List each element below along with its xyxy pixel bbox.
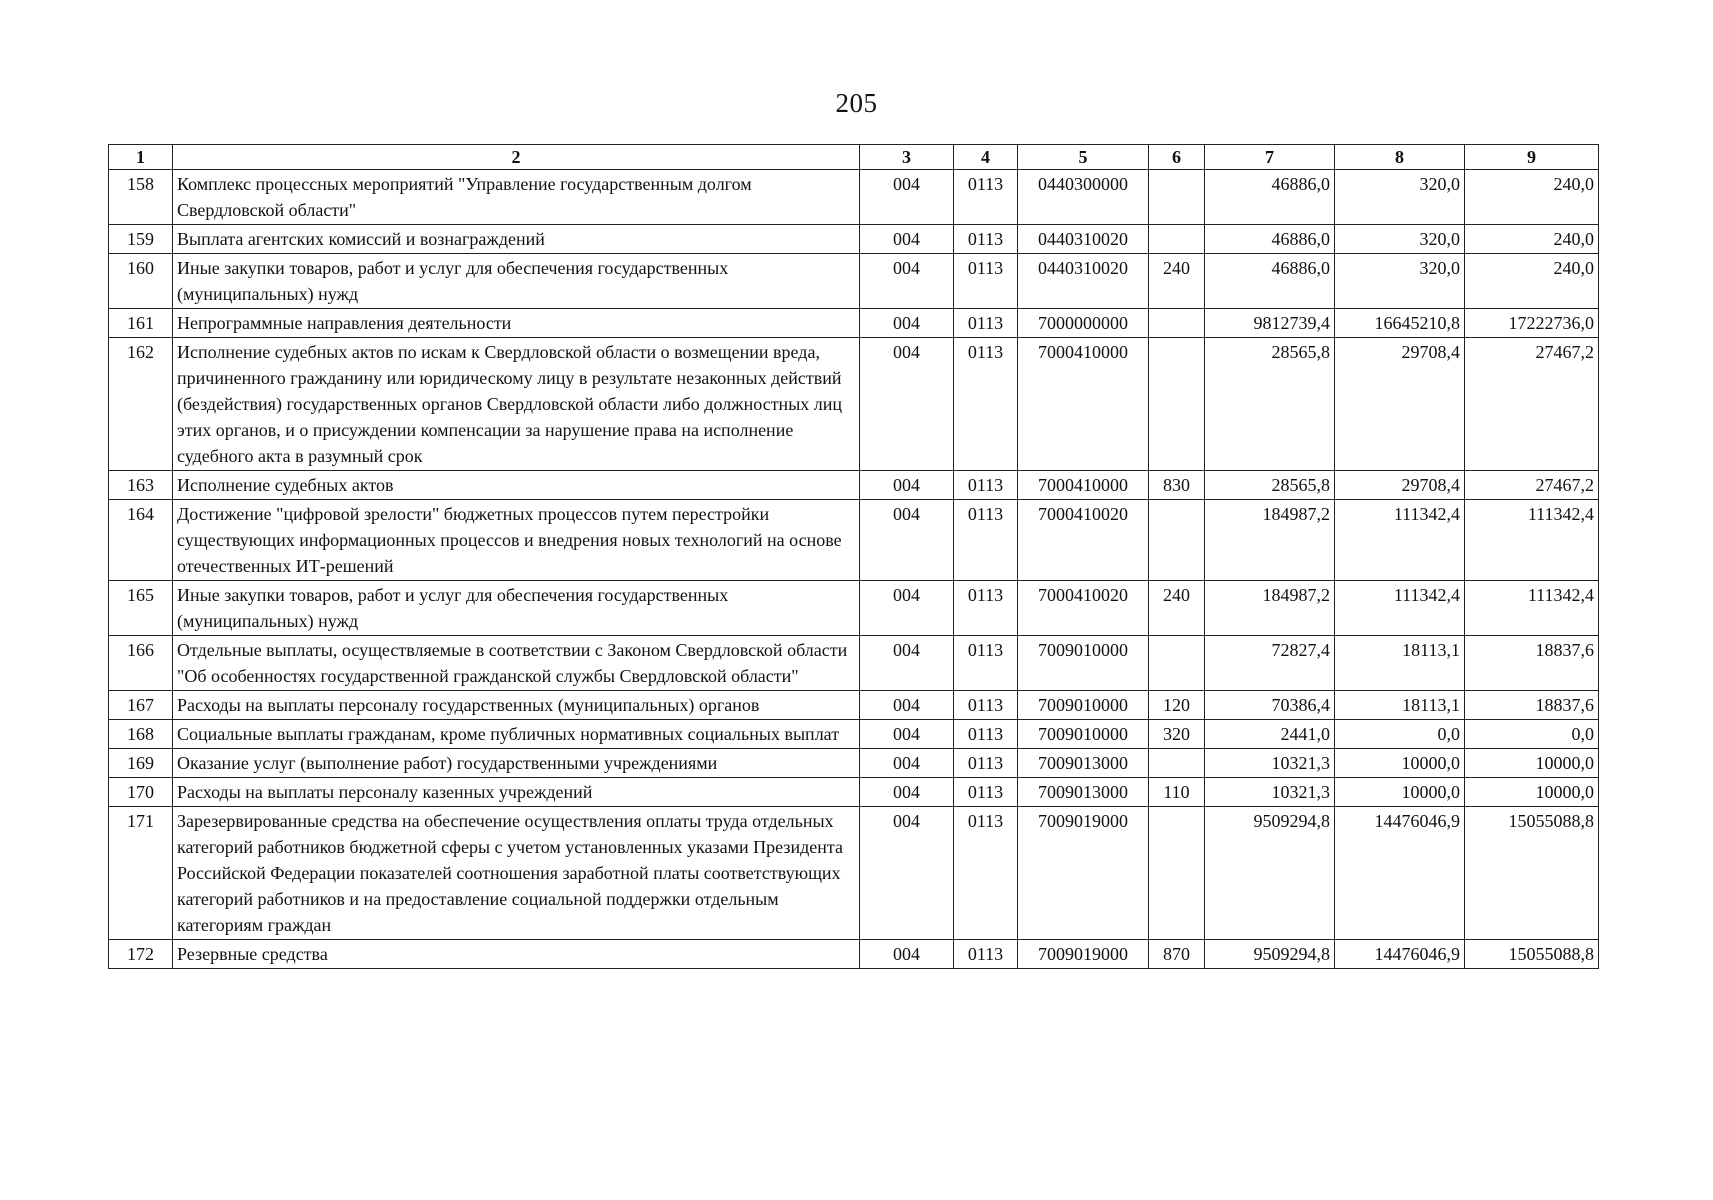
- amount-col-7: 70386,4: [1205, 691, 1335, 720]
- amount-col-7: 10321,3: [1205, 778, 1335, 807]
- column-header-4: 4: [954, 145, 1018, 170]
- row-number: 158: [109, 170, 173, 225]
- expense-type-code: [1149, 225, 1205, 254]
- amount-col-9: 240,0: [1465, 170, 1599, 225]
- amount-col-9: 10000,0: [1465, 778, 1599, 807]
- row-name: Достижение "цифровой зрелости" бюджетных процессов путем перестройки существующих информационных процессов и внедрения новых технологий на основе отечественных ИТ-решений: [173, 500, 860, 581]
- row-name: Расходы на выплаты персоналу государственных (муниципальных) органов: [173, 691, 860, 720]
- section-code: 0113: [954, 309, 1018, 338]
- row-name: Зарезервированные средства на обеспечение осуществления оплаты труда отдельных категорий работников бюджетной сферы с учетом установленных указами Президента Российской Федерации показателей соотношения заработной платы соответствующих категорий работников и на предоставление социальной поддержки отдельным категориям граждан: [173, 807, 860, 940]
- column-header-5: 5: [1018, 145, 1149, 170]
- amount-col-9: 15055088,8: [1465, 940, 1599, 969]
- expense-type-code: 240: [1149, 581, 1205, 636]
- amount-col-7: 9509294,8: [1205, 807, 1335, 940]
- amount-col-8: 320,0: [1335, 254, 1465, 309]
- section-code: 0113: [954, 720, 1018, 749]
- ministry-code: 004: [860, 720, 954, 749]
- expense-type-code: 870: [1149, 940, 1205, 969]
- target-article-code: 7009019000: [1018, 940, 1149, 969]
- row-number: 167: [109, 691, 173, 720]
- row-number: 169: [109, 749, 173, 778]
- table-row: [109, 720, 1599, 749]
- row-name: Выплата агентских комиссий и вознаграждений: [173, 225, 860, 254]
- section-code: 0113: [954, 691, 1018, 720]
- table-row: [109, 309, 1599, 338]
- amount-col-8: 111342,4: [1335, 581, 1465, 636]
- table-row: [109, 691, 1599, 720]
- amount-col-7: 2441,0: [1205, 720, 1335, 749]
- amount-col-8: 10000,0: [1335, 749, 1465, 778]
- section-code: 0113: [954, 807, 1018, 940]
- amount-col-9: 27467,2: [1465, 471, 1599, 500]
- table-header-row: [109, 145, 1599, 170]
- page-number: 205: [835, 88, 878, 118]
- row-name: Исполнение судебных актов по искам к Свердловской области о возмещении вреда, причиненного гражданину или юридическому лицу в результате незаконных действий (бездействия) государственных органов Свердловской области либо должностных лиц этих органов, и о присуждении компенсации за нарушение права на исполнение судебного акта в разумный срок: [173, 338, 860, 471]
- amount-col-7: 10321,3: [1205, 749, 1335, 778]
- amount-col-9: 111342,4: [1465, 500, 1599, 581]
- row-number: 170: [109, 778, 173, 807]
- target-article-code: 7009010000: [1018, 691, 1149, 720]
- amount-col-9: 10000,0: [1465, 749, 1599, 778]
- amount-col-8: 29708,4: [1335, 471, 1465, 500]
- table-row: [109, 778, 1599, 807]
- table-row: [109, 225, 1599, 254]
- ministry-code: 004: [860, 581, 954, 636]
- row-name: Отдельные выплаты, осуществляемые в соответствии с Законом Свердловской области "Об особенностях государственной гражданской службы Свердловской области": [173, 636, 860, 691]
- amount-col-8: 14476046,9: [1335, 807, 1465, 940]
- section-code: 0113: [954, 636, 1018, 691]
- row-number: 163: [109, 471, 173, 500]
- table-row: [109, 807, 1599, 940]
- section-code: 0113: [954, 500, 1018, 581]
- ministry-code: 004: [860, 807, 954, 940]
- amount-col-9: 240,0: [1465, 225, 1599, 254]
- row-name: Социальные выплаты гражданам, кроме публичных нормативных социальных выплат: [173, 720, 860, 749]
- amount-col-8: 10000,0: [1335, 778, 1465, 807]
- column-header-3: 3: [860, 145, 954, 170]
- row-name: Иные закупки товаров, работ и услуг для обеспечения государственных (муниципальных) нужд: [173, 254, 860, 309]
- amount-col-7: 184987,2: [1205, 500, 1335, 581]
- target-article-code: 0440310020: [1018, 254, 1149, 309]
- amount-col-9: 0,0: [1465, 720, 1599, 749]
- amount-col-8: 18113,1: [1335, 691, 1465, 720]
- amount-col-9: 27467,2: [1465, 338, 1599, 471]
- amount-col-7: 9509294,8: [1205, 940, 1335, 969]
- amount-col-8: 29708,4: [1335, 338, 1465, 471]
- ministry-code: 004: [860, 940, 954, 969]
- section-code: 0113: [954, 581, 1018, 636]
- ministry-code: 004: [860, 309, 954, 338]
- amount-col-7: 46886,0: [1205, 225, 1335, 254]
- table-row: [109, 749, 1599, 778]
- amount-col-7: 184987,2: [1205, 581, 1335, 636]
- section-code: 0113: [954, 940, 1018, 969]
- table-row: [109, 254, 1599, 309]
- table-row: [109, 170, 1599, 225]
- table-body: [109, 170, 1599, 969]
- target-article-code: 7009013000: [1018, 778, 1149, 807]
- expense-type-code: [1149, 807, 1205, 940]
- amount-col-8: 320,0: [1335, 225, 1465, 254]
- ministry-code: 004: [860, 636, 954, 691]
- amount-col-9: 17222736,0: [1465, 309, 1599, 338]
- amount-col-7: 28565,8: [1205, 338, 1335, 471]
- expense-type-code: 240: [1149, 254, 1205, 309]
- row-name: Иные закупки товаров, работ и услуг для обеспечения государственных (муниципальных) нужд: [173, 581, 860, 636]
- row-number: 160: [109, 254, 173, 309]
- target-article-code: 7000410020: [1018, 500, 1149, 581]
- target-article-code: 7009010000: [1018, 720, 1149, 749]
- row-name: Непрограммные направления деятельности: [173, 309, 860, 338]
- column-header-6: 6: [1149, 145, 1205, 170]
- expense-type-code: [1149, 500, 1205, 581]
- target-article-code: 7000000000: [1018, 309, 1149, 338]
- expense-type-code: 110: [1149, 778, 1205, 807]
- amount-col-8: 0,0: [1335, 720, 1465, 749]
- section-code: 0113: [954, 254, 1018, 309]
- section-code: 0113: [954, 749, 1018, 778]
- amount-col-7: 28565,8: [1205, 471, 1335, 500]
- amount-col-8: 14476046,9: [1335, 940, 1465, 969]
- amount-col-7: 9812739,4: [1205, 309, 1335, 338]
- section-code: 0113: [954, 471, 1018, 500]
- ministry-code: 004: [860, 749, 954, 778]
- expense-type-code: 320: [1149, 720, 1205, 749]
- row-number: 166: [109, 636, 173, 691]
- row-name: Оказание услуг (выполнение работ) государственными учреждениями: [173, 749, 860, 778]
- amount-col-7: 46886,0: [1205, 254, 1335, 309]
- amount-col-7: 46886,0: [1205, 170, 1335, 225]
- row-number: 162: [109, 338, 173, 471]
- budget-table: [108, 144, 1599, 969]
- ministry-code: 004: [860, 471, 954, 500]
- target-article-code: 0440310020: [1018, 225, 1149, 254]
- table-row: [109, 581, 1599, 636]
- amount-col-9: 111342,4: [1465, 581, 1599, 636]
- column-header-7: 7: [1205, 145, 1335, 170]
- amount-col-8: 16645210,8: [1335, 309, 1465, 338]
- table-row: [109, 471, 1599, 500]
- table-row: [109, 940, 1599, 969]
- row-number: 172: [109, 940, 173, 969]
- amount-col-7: 72827,4: [1205, 636, 1335, 691]
- row-name: Исполнение судебных актов: [173, 471, 860, 500]
- amount-col-8: 320,0: [1335, 170, 1465, 225]
- ministry-code: 004: [860, 338, 954, 471]
- expense-type-code: [1149, 170, 1205, 225]
- amount-col-9: 240,0: [1465, 254, 1599, 309]
- target-article-code: 0440300000: [1018, 170, 1149, 225]
- column-header-8: 8: [1335, 145, 1465, 170]
- target-article-code: 7009019000: [1018, 807, 1149, 940]
- row-number: 161: [109, 309, 173, 338]
- row-number: 171: [109, 807, 173, 940]
- amount-col-8: 18113,1: [1335, 636, 1465, 691]
- amount-col-9: 18837,6: [1465, 636, 1599, 691]
- row-number: 164: [109, 500, 173, 581]
- ministry-code: 004: [860, 225, 954, 254]
- target-article-code: 7009013000: [1018, 749, 1149, 778]
- row-name: Расходы на выплаты персоналу казенных учреждений: [173, 778, 860, 807]
- row-name: Комплекс процессных мероприятий "Управление государственным долгом Свердловской области": [173, 170, 860, 225]
- expense-type-code: 830: [1149, 471, 1205, 500]
- ministry-code: 004: [860, 254, 954, 309]
- row-number: 165: [109, 581, 173, 636]
- expense-type-code: 120: [1149, 691, 1205, 720]
- column-header-1: 1: [109, 145, 173, 170]
- column-header-9: 9: [1465, 145, 1599, 170]
- target-article-code: 7000410020: [1018, 581, 1149, 636]
- target-article-code: 7009010000: [1018, 636, 1149, 691]
- target-article-code: 7000410000: [1018, 338, 1149, 471]
- row-number: 168: [109, 720, 173, 749]
- amount-col-8: 111342,4: [1335, 500, 1465, 581]
- ministry-code: 004: [860, 170, 954, 225]
- table-row: [109, 338, 1599, 471]
- amount-col-9: 15055088,8: [1465, 807, 1599, 940]
- expense-type-code: [1149, 309, 1205, 338]
- section-code: 0113: [954, 338, 1018, 471]
- table-row: [109, 636, 1599, 691]
- amount-col-9: 18837,6: [1465, 691, 1599, 720]
- row-number: 159: [109, 225, 173, 254]
- row-name: Резервные средства: [173, 940, 860, 969]
- table-row: [109, 500, 1599, 581]
- section-code: 0113: [954, 170, 1018, 225]
- target-article-code: 7000410000: [1018, 471, 1149, 500]
- expense-type-code: [1149, 636, 1205, 691]
- ministry-code: 004: [860, 778, 954, 807]
- expense-type-code: [1149, 749, 1205, 778]
- section-code: 0113: [954, 225, 1018, 254]
- expense-type-code: [1149, 338, 1205, 471]
- section-code: 0113: [954, 778, 1018, 807]
- ministry-code: 004: [860, 691, 954, 720]
- column-header-2: 2: [173, 145, 860, 170]
- ministry-code: 004: [860, 500, 954, 581]
